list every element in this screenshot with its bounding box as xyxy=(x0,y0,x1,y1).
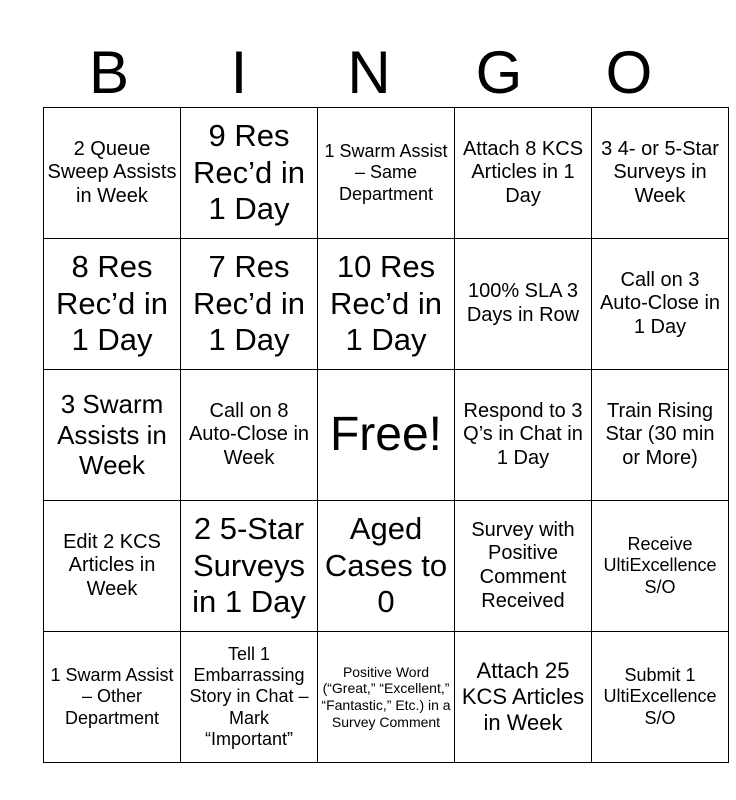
bingo-cell: Call on 3 Auto-Close in 1 Day xyxy=(592,239,729,370)
header-letter-g: G xyxy=(475,39,523,106)
bingo-cell: Tell 1 Embarrassing Story in Chat – Mark “Important” xyxy=(181,632,318,763)
bingo-header xyxy=(44,40,694,106)
bingo-cell: 2 Queue Sweep Assists in Week xyxy=(44,108,181,239)
bingo-cell: 10 Res Rec’d in 1 Day xyxy=(318,239,455,370)
bingo-cell: Respond to 3 Q’s in Chat in 1 Day xyxy=(455,370,592,501)
bingo-cell: 8 Res Rec’d in 1 Day xyxy=(44,239,181,370)
grid-row xyxy=(44,239,729,370)
bingo-cell: Attach 8 KCS Articles in 1 Day xyxy=(455,108,592,239)
bingo-cell: 2 5-Star Surveys in 1 Day xyxy=(181,501,318,632)
bingo-cell: Attach 25 KCS Articles in Week xyxy=(455,632,592,763)
bingo-cell: 7 Res Rec’d in 1 Day xyxy=(181,239,318,370)
bingo-cell: Receive UltiExcellence S/O xyxy=(592,501,729,632)
header-letter-i: I xyxy=(230,39,248,106)
bingo-cell: 100% SLA 3 Days in Row xyxy=(455,239,592,370)
grid-row xyxy=(44,108,729,239)
grid-row xyxy=(44,370,729,501)
bingo-cell: 9 Res Rec’d in 1 Day xyxy=(181,108,318,239)
bingo-cell: 1 Swarm Assist – Same Department xyxy=(318,108,455,239)
bingo-cell: Submit 1 UltiExcellence S/O xyxy=(592,632,729,763)
bingo-cell: Positive Word (“Great,” “Excellent,” “Fantastic,” Etc.) in a Survey Comment xyxy=(318,632,455,763)
bingo-cell: Call on 8 Auto-Close in Week xyxy=(181,370,318,501)
bingo-grid xyxy=(43,107,729,763)
header-letter-b: B xyxy=(88,39,130,106)
free-space-cell: Free! xyxy=(318,370,455,501)
bingo-cell: Survey with Positive Comment Received xyxy=(455,501,592,632)
bingo-cell: Aged Cases to 0 xyxy=(318,501,455,632)
bingo-cell: 1 Swarm Assist – Other Department xyxy=(44,632,181,763)
bingo-cell: Edit 2 KCS Articles in Week xyxy=(44,501,181,632)
bingo-cell: 3 Swarm Assists in Week xyxy=(44,370,181,501)
header-letter-n: N xyxy=(347,39,391,106)
grid-row xyxy=(44,632,729,763)
header-letter-o: O xyxy=(605,39,653,106)
bingo-cell: Train Rising Star (30 min or More) xyxy=(592,370,729,501)
grid-row xyxy=(44,501,729,632)
bingo-cell: 3 4- or 5-Star Surveys in Week xyxy=(592,108,729,239)
